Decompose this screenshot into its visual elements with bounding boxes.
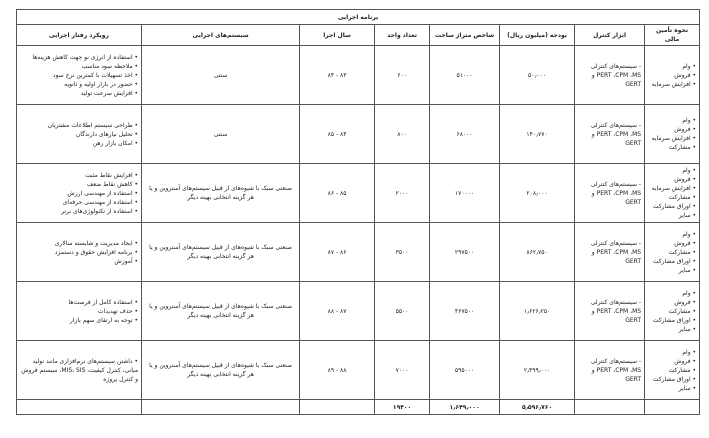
financing-cell-item: • سایر bbox=[678, 325, 697, 333]
approach-cell-item: • استفاده از مهندسی حرفه‌ای bbox=[62, 198, 139, 206]
approach-cell-item: • استفاده از مهندسی ارزش bbox=[67, 189, 139, 197]
control-cell-item: PERT ،CPM ،MS و GERT bbox=[591, 366, 642, 383]
budget-cell: ۲٫۴۹۹٫۰۰۰ bbox=[500, 341, 575, 400]
table-row bbox=[17, 164, 700, 223]
control-cell bbox=[575, 282, 645, 341]
control-cell-item: - سیستم‌های کنترلی bbox=[590, 62, 642, 70]
control-cell-item: - سیستم‌های کنترلی bbox=[590, 180, 642, 188]
approach-cell bbox=[17, 46, 142, 105]
header-units: تعداد واحد bbox=[375, 25, 430, 46]
header-approach: رویکرد رفتار اجرایی bbox=[17, 25, 142, 46]
approach-cell-item: • حذف تهدیدات bbox=[97, 307, 139, 315]
financing-cell-item: • افزایش سرمایه bbox=[651, 185, 697, 192]
header-years: سال اجرا bbox=[300, 25, 375, 46]
financing-cell-item: • فروش bbox=[674, 71, 697, 79]
units-cell: ۷۰۰۰ bbox=[375, 341, 430, 400]
approach-cell-item: • توجه به ارتقای سهم بازار bbox=[69, 316, 139, 324]
financing-cell bbox=[645, 46, 700, 105]
financing-cell-item: • فروش bbox=[674, 176, 697, 183]
control-cell-item: - سیستم‌های کنترلی bbox=[590, 121, 642, 129]
financing-cell-item: • وام bbox=[682, 348, 697, 356]
control-cell-item: - سیستم‌های کنترلی bbox=[590, 298, 642, 306]
control-cell bbox=[575, 105, 645, 164]
approach-cell-item: • افزایش نقاط مثبت bbox=[85, 171, 139, 179]
approach-cell-item: • برنامه افزایش حقوق و دستمزد bbox=[54, 248, 139, 256]
financing-cell bbox=[645, 223, 700, 282]
header-row bbox=[17, 25, 700, 46]
control-cell-item: PERT ،CPM ،MS و GERT bbox=[591, 71, 642, 88]
budget-cell: ۱۴۰٫۷۷۰ bbox=[500, 105, 575, 164]
totals-row bbox=[17, 400, 700, 415]
header-budget: بودجه (میلیون ریال) bbox=[500, 25, 575, 46]
approach-cell-item: • طراحی سیستم اطلاعات مشتریان bbox=[47, 121, 139, 129]
financing-cell bbox=[645, 282, 700, 341]
table-row bbox=[17, 46, 700, 105]
financing-cell-item: • سایر bbox=[678, 384, 697, 392]
table-title: برنامه اجرایی bbox=[17, 10, 700, 25]
systems-cell: سنتی bbox=[142, 105, 300, 164]
budget-cell: ۵۰٫۰۰۰ bbox=[500, 46, 575, 105]
table-row bbox=[17, 282, 700, 341]
header-financing: نحوه تأمین مالی bbox=[645, 25, 700, 46]
total-budget: ۵٫۵۹۶٫۷۶۰ bbox=[500, 400, 575, 415]
years-cell: ۸۷ - ۸۶ bbox=[300, 223, 375, 282]
approach-cell-item: • امکان بازار رهن bbox=[92, 139, 139, 147]
financing-cell-item: • فروش bbox=[674, 239, 697, 247]
control-cell-item: PERT ،CPM ،MS و GERT bbox=[591, 130, 642, 147]
financing-cell-item: • وام bbox=[682, 167, 697, 174]
financing-cell-item: • فروش bbox=[674, 357, 697, 365]
years-cell: ۸۸ - ۸۷ bbox=[300, 282, 375, 341]
financing-cell-item: • وام bbox=[682, 62, 697, 70]
approach-cell-item: • داشتن سیستم‌های نرم‌افزاری مانند تولید مبانی، کنترل کیفیت، MIS، SIS، سیستم فروش و کنترل پروژه bbox=[21, 357, 139, 383]
approach-cell-item: • تحلیل نیازهای دارندگان bbox=[75, 130, 139, 138]
financing-cell-item: • افزایش سرمایه bbox=[651, 80, 697, 88]
financing-cell-item: • افزایش سرمایه bbox=[651, 135, 697, 142]
control-cell bbox=[575, 46, 645, 105]
financing-cell-item: • فروش bbox=[674, 126, 697, 133]
control-cell-item: PERT ،CPM ،MS و GERT bbox=[591, 307, 642, 324]
financing-cell-item: • سایر bbox=[678, 212, 697, 219]
financing-cell-item: • فروش bbox=[674, 298, 697, 306]
header-control: ابزار کنترل bbox=[575, 25, 645, 46]
control-cell bbox=[575, 164, 645, 223]
approach-cell-item: • حضور در بازار اولیه و ثانویه bbox=[64, 80, 139, 88]
years-cell: ۸۴ - ۸۳ bbox=[300, 46, 375, 105]
years-cell: ۸۵ - ۸۴ bbox=[300, 105, 375, 164]
financing-cell-item: • مشارکت bbox=[668, 194, 697, 201]
table-row bbox=[17, 105, 700, 164]
approach-cell-item: • استفاده کامل از فرصت‌ها bbox=[68, 298, 139, 306]
approach-cell-item: • ملاحظه سود مناسب bbox=[81, 62, 139, 70]
units-cell: ۳۵۰۰ bbox=[375, 223, 430, 282]
financing-cell-item: • اوراق مشارکت bbox=[652, 203, 697, 210]
control-cell-item: PERT ،CPM ،MS و GERT bbox=[591, 189, 642, 206]
metric-cell: ۲۹۷۵۰۰ bbox=[430, 223, 500, 282]
approach-cell bbox=[17, 105, 142, 164]
metric-cell: ۵۱۰۰۰ bbox=[430, 46, 500, 105]
years-cell: ۸۹ - ۸۸ bbox=[300, 341, 375, 400]
financing-cell-item: • اوراق مشارکت bbox=[652, 375, 697, 383]
control-cell-item: - سیستم‌های کنترلی bbox=[590, 239, 642, 247]
years-cell: ۸۶ - ۸۵ bbox=[300, 164, 375, 223]
approach-cell-item: • کاهش نقاط ضعف bbox=[87, 180, 139, 188]
financing-cell-item: • مشارکت bbox=[668, 248, 697, 256]
financing-cell bbox=[645, 164, 700, 223]
units-cell: ۲۰۰۰ bbox=[375, 164, 430, 223]
total-metric: ۱٫۶۴۹٫۰۰۰ bbox=[430, 400, 500, 415]
metric-cell: ۶۸۰۰۰ bbox=[430, 105, 500, 164]
approach-cell bbox=[17, 223, 142, 282]
systems-cell: صنعتی سبک با شیوه‌های از قبیل سیستم‌های آستروین و یا هر گزینه انتخابی بهینه دیگر bbox=[142, 223, 300, 282]
approach-cell-item: • اخذ تسهیلات با کمترین نرخ سود bbox=[52, 71, 139, 79]
budget-cell: ۲۰۸٫۰۰۰ bbox=[500, 164, 575, 223]
financing-cell-item: • اوراق مشارکت bbox=[652, 316, 697, 324]
metric-cell: ۱۷۰۰۰۰ bbox=[430, 164, 500, 223]
budget-cell: ۱٫۶۲۶٫۲۵۰ bbox=[500, 282, 575, 341]
financing-cell-item: • وام bbox=[682, 230, 697, 238]
systems-cell: صنعتی سبک با شیوه‌های از قبیل سیستم‌های آستروین و یا هر گزینه انتخابی بهینه دیگر bbox=[142, 164, 300, 223]
approach-cell-item: • آموزش bbox=[114, 257, 139, 265]
systems-cell: صنعتی سبک با شیوه‌های از قبیل سیستم‌های آستروین و یا هر گزینه انتخابی بهینه دیگر bbox=[142, 282, 300, 341]
financing-cell-item: • مشارکت bbox=[668, 366, 697, 374]
table-row bbox=[17, 223, 700, 282]
units-cell: ۶۰۰ bbox=[375, 46, 430, 105]
financing-cell bbox=[645, 105, 700, 164]
control-cell-item: PERT ،CPM ،MS و GERT bbox=[591, 248, 642, 265]
approach-cell-item: • استفاده از تکنولوژی‌های برتر bbox=[61, 207, 139, 215]
header-systems: سیستم‌های اجرایی bbox=[142, 25, 300, 46]
metric-cell: ۴۶۷۵۰۰ bbox=[430, 282, 500, 341]
units-cell: ۵۵۰۰ bbox=[375, 282, 430, 341]
control-cell bbox=[575, 341, 645, 400]
units-cell: ۸۰۰ bbox=[375, 105, 430, 164]
metric-cell: ۵۹۵۰۰۰ bbox=[430, 341, 500, 400]
approach-cell bbox=[17, 164, 142, 223]
approach-cell-item: • ایجاد مدیریت و شایسته سالاری bbox=[54, 239, 139, 247]
financing-cell bbox=[645, 341, 700, 400]
control-cell bbox=[575, 223, 645, 282]
approach-cell bbox=[17, 282, 142, 341]
budget-cell: ۸۶۲٫۷۵۰ bbox=[500, 223, 575, 282]
header-metric: شاخص متراژ ساخت bbox=[430, 25, 500, 46]
execution-plan-table bbox=[16, 9, 700, 415]
systems-cell: صنعتی سبک با شیوه‌های از قبیل سیستم‌های آستروین و یا هر گزینه انتخابی بهینه دیگر bbox=[142, 341, 300, 400]
financing-cell-item: • مشارکت bbox=[668, 144, 697, 151]
financing-cell-item: • اوراق مشارکت bbox=[652, 257, 697, 265]
approach-cell-item: • استفاده از انرژی نو جهت کاهش هزینه‌ها bbox=[32, 53, 139, 61]
approach-cell-item: • افزایش سرعت تولید bbox=[80, 89, 139, 97]
financing-cell-item: • سایر bbox=[678, 266, 697, 274]
table-row bbox=[17, 341, 700, 400]
financing-cell-item: • مشارکت bbox=[668, 307, 697, 315]
total-units: ۱۹۴۰۰ bbox=[375, 400, 430, 415]
approach-cell bbox=[17, 341, 142, 400]
financing-cell-item: • وام bbox=[682, 289, 697, 297]
control-cell-item: - سیستم‌های کنترلی bbox=[590, 357, 642, 365]
systems-cell: سنتی bbox=[142, 46, 300, 105]
financing-cell-item: • وام bbox=[682, 117, 697, 124]
